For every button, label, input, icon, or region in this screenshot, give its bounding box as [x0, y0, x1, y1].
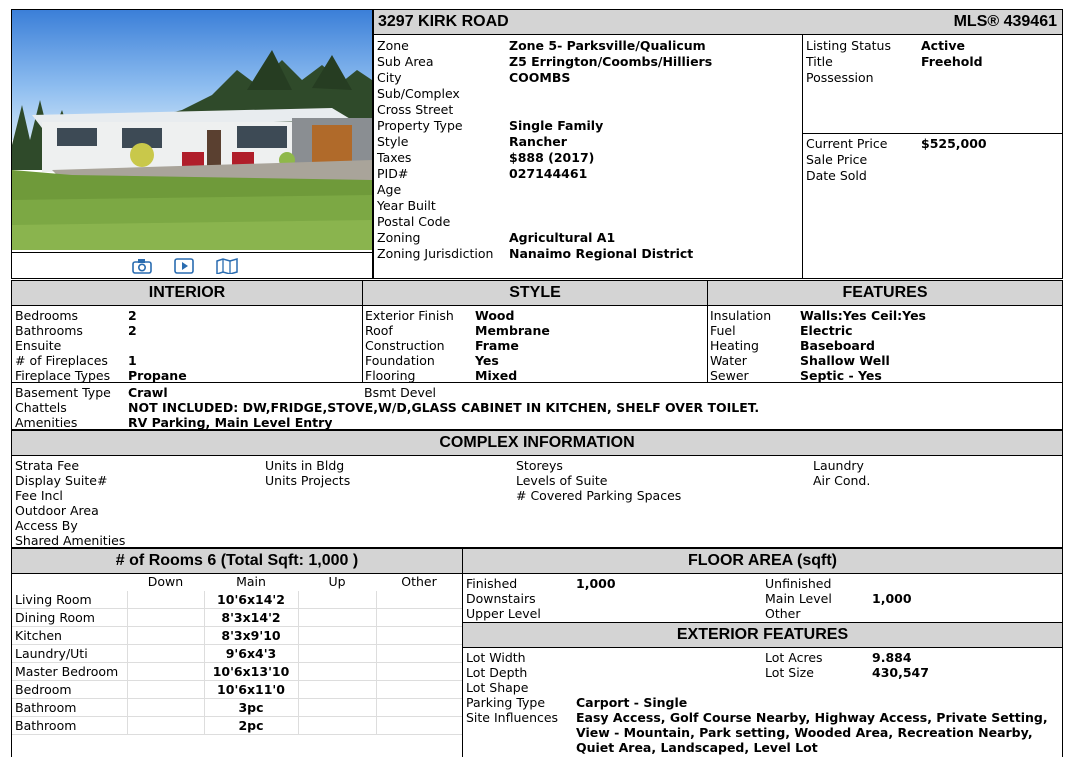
location-field-label: Year Built [377, 198, 436, 213]
status-field-label: Title [806, 54, 833, 69]
bsmt-devel-label: Bsmt Devel [364, 385, 437, 400]
property-photo[interactable] [12, 10, 372, 250]
location-field-value: Rancher [509, 134, 567, 149]
complex-section [11, 455, 1063, 548]
style-header: STYLE [362, 280, 708, 306]
interior-field-label: Ensuite [15, 338, 62, 353]
features-field-value: Walls:Yes Ceil:Yes [800, 308, 927, 323]
rooms-grid-line [298, 591, 299, 735]
style-field-value: Wood [475, 308, 515, 323]
location-field-label: Sub Area [377, 54, 434, 69]
style-field-label: Construction [365, 338, 445, 353]
style-field-value: Mixed [475, 368, 518, 383]
features-header: FEATURES [707, 280, 1063, 306]
room-name: Master Bedroom [15, 664, 119, 679]
exterior-value: 430,547 [872, 665, 929, 680]
floor-area-value: 1,000 [872, 591, 912, 606]
room-name: Bedroom [15, 682, 72, 697]
complex-field-label: Outdoor Area [15, 503, 99, 518]
features-field-label: Heating [710, 338, 759, 353]
chattels-label: Chattels [15, 400, 67, 415]
floor-area-label: Main Level [765, 591, 832, 606]
parking-type-value: Carport - Single [576, 695, 688, 710]
rooms-column-header: Other [401, 574, 437, 589]
location-field-value: Zone 5- Parksville/Qualicum [509, 38, 706, 53]
interior-field-value: 1 [128, 353, 137, 368]
location-field-value: 027144461 [509, 166, 588, 181]
interior-field-label: Fireplace Types [15, 368, 111, 383]
complex-field-label: Display Suite# [15, 473, 108, 488]
floor-area-label: Downstairs [466, 591, 536, 606]
exterior-label: Lot Depth [466, 665, 528, 680]
location-field-label: Zone [377, 38, 409, 53]
location-field-value: COOMBS [509, 70, 571, 85]
location-field-label: Cross Street [377, 102, 454, 117]
property-address: 3297 KIRK ROAD [378, 13, 509, 30]
location-field-label: Style [377, 134, 409, 149]
price-field-value: $525,000 [921, 136, 987, 151]
mls-number: MLS® 439461 [953, 13, 1057, 30]
room-name: Bathroom [15, 700, 77, 715]
room-dimension: 8'3x9'10 [221, 628, 281, 643]
complex-field-label: Air Cond. [813, 473, 871, 488]
exterior-label: Lot Acres [765, 650, 823, 665]
style-field-label: Roof [365, 323, 393, 338]
site-influences-value: Easy Access, Golf Course Nearby, Highway Access, Private Setting, [576, 710, 1048, 725]
chattels-value: NOT INCLUDED: DW,FRIDGE,STOVE,W/D,GLASS CABINET IN KITCHEN, SHELF OVER TOILET. [128, 400, 760, 415]
address-header [373, 9, 1063, 35]
room-name: Bathroom [15, 718, 77, 733]
room-dimension: 10'6x11'0 [217, 682, 285, 697]
room-dimension: 2pc [238, 718, 264, 733]
room-name: Living Room [15, 592, 92, 607]
room-dimension: 10'6x13'10 [212, 664, 290, 679]
style-section [362, 305, 708, 383]
style-field-label: Foundation [365, 353, 435, 368]
location-field-value: Single Family [509, 118, 604, 133]
location-field-label: PID# [377, 166, 409, 181]
price-field-label: Sale Price [806, 152, 868, 167]
style-field-value: Membrane [475, 323, 550, 338]
room-name: Kitchen [15, 628, 62, 643]
exterior-label: Lot Width [466, 650, 526, 665]
status-field-value: Freehold [921, 54, 983, 69]
floor-area-label: Upper Level [466, 606, 541, 621]
interior-section [11, 305, 363, 383]
status-box [802, 34, 1063, 134]
map-icon[interactable] [216, 258, 238, 274]
location-field-value: Z5 Errington/Coombs/Hilliers [509, 54, 713, 69]
interior-field-value: 2 [128, 323, 137, 338]
interior-field-label: # of Fireplaces [15, 353, 108, 368]
features-field-label: Insulation [710, 308, 772, 323]
complex-field-label: Strata Fee [15, 458, 80, 473]
complex-field-label: Fee Incl [15, 488, 63, 503]
rooms-header: # of Rooms 6 (Total Sqft: 1,000 ) [11, 548, 463, 574]
room-dimension: 3pc [238, 700, 264, 715]
extra-section [11, 382, 1063, 430]
complex-field-label: Shared Amenities [15, 533, 126, 548]
rooms-column-header: Main [236, 574, 266, 589]
complex-field-label: Storeys [516, 458, 563, 473]
exterior-section [462, 647, 1063, 757]
features-field-value: Baseboard [800, 338, 875, 353]
rooms-grid-line [127, 591, 128, 735]
floor-area-label: Finished [466, 576, 518, 591]
exterior-label: Lot Shape [466, 680, 529, 695]
complex-field-label: # Covered Parking Spaces [516, 488, 682, 503]
rooms-column-header: Up [328, 574, 346, 589]
location-details [373, 34, 803, 279]
interior-header: INTERIOR [11, 280, 363, 306]
features-field-label: Water [710, 353, 747, 368]
exterior-label: Site Influences [466, 710, 559, 725]
interior-field-label: Bedrooms [15, 308, 79, 323]
video-icon[interactable] [174, 258, 194, 274]
complex-field-label: Access By [15, 518, 78, 533]
location-field-label: Property Type [377, 118, 463, 133]
location-field-value: Nanaimo Regional District [509, 246, 694, 261]
room-name: Laundry/Uti [15, 646, 88, 661]
features-field-value: Shallow Well [800, 353, 890, 368]
room-dimension: 8'3x14'2 [221, 610, 281, 625]
style-field-value: Yes [475, 353, 499, 368]
features-section [707, 305, 1063, 383]
location-field-label: Age [377, 182, 402, 197]
floor-area-header: FLOOR AREA (sqft) [462, 548, 1063, 574]
site-influences-value: Quiet Area, Landscaped, Level Lot [576, 740, 818, 755]
floor-area-value: 1,000 [576, 576, 616, 591]
location-field-label: Postal Code [377, 214, 451, 229]
location-field-label: Taxes [377, 150, 412, 165]
price-box [802, 133, 1063, 279]
rooms-grid-line [376, 591, 377, 735]
complex-field-label: Units in Bldg [265, 458, 345, 473]
interior-field-label: Bathrooms [15, 323, 83, 338]
photo-panel [11, 9, 373, 279]
location-field-label: Sub/Complex [377, 86, 460, 101]
exterior-value: 9.884 [872, 650, 912, 665]
location-field-label: City [377, 70, 402, 85]
style-field-value: Frame [475, 338, 519, 353]
status-field-value: Active [921, 38, 965, 53]
floor-area-label: Other [765, 606, 801, 621]
interior-field-value: Propane [128, 368, 187, 383]
room-dimension: 9'6x4'3 [225, 646, 277, 661]
amenities-value: RV Parking, Main Level Entry [128, 415, 333, 429]
location-field-value: Agricultural A1 [509, 230, 616, 245]
site-influences-value: View - Mountain, Park setting, Wooded Area, Recreation Nearby, [576, 725, 1033, 740]
floor-area-section [462, 573, 1063, 623]
basement-type-label: Basement Type [15, 385, 111, 400]
location-field-label: Zoning Jurisdiction [377, 246, 494, 261]
rooms-column-header: Down [147, 574, 184, 589]
camera-icon[interactable] [132, 258, 152, 274]
interior-field-value: 2 [128, 308, 137, 323]
status-field-label: Possession [806, 70, 874, 85]
exterior-header: EXTERIOR FEATURES [462, 622, 1063, 648]
photo-icon-bar [12, 252, 372, 278]
style-field-label: Flooring [365, 368, 416, 383]
complex-field-label: Units Projects [265, 473, 351, 488]
exterior-label: Parking Type [466, 695, 546, 710]
style-field-label: Exterior Finish [365, 308, 454, 323]
room-name: Dining Room [15, 610, 95, 625]
features-field-label: Fuel [710, 323, 736, 338]
amenities-label: Amenities [15, 415, 78, 430]
location-field-label: Zoning [377, 230, 421, 245]
price-field-label: Date Sold [806, 168, 867, 183]
floor-area-label: Unfinished [765, 576, 832, 591]
features-field-value: Electric [800, 323, 853, 338]
location-field-value: $888 (2017) [509, 150, 595, 165]
room-dimension: 10'6x14'2 [217, 592, 285, 607]
exterior-label: Lot Size [765, 665, 814, 680]
complex-field-label: Levels of Suite [516, 473, 608, 488]
basement-type-value: Crawl [128, 385, 168, 400]
status-field-label: Listing Status [806, 38, 891, 53]
complex-field-label: Laundry [813, 458, 864, 473]
complex-header: COMPLEX INFORMATION [11, 430, 1063, 456]
price-field-label: Current Price [806, 136, 888, 151]
features-field-value: Septic - Yes [800, 368, 882, 383]
rooms-table [11, 573, 463, 757]
features-field-label: Sewer [710, 368, 749, 383]
